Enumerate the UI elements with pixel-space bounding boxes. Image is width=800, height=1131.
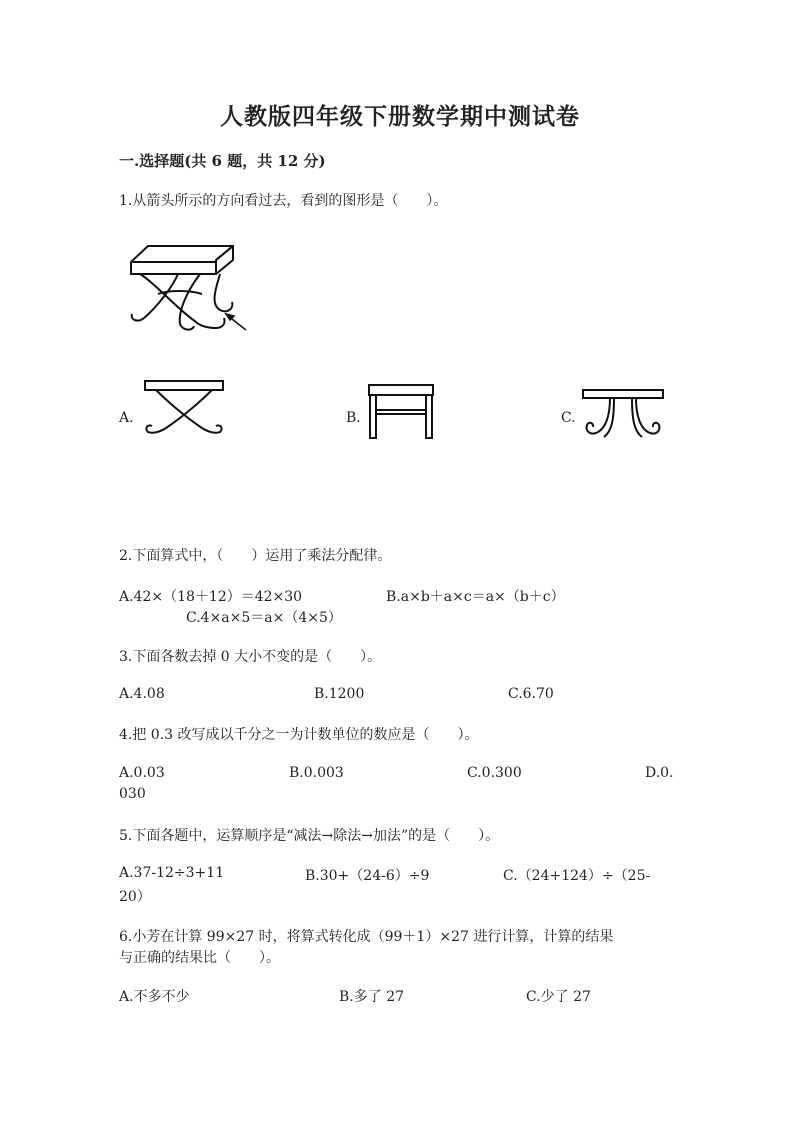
q6-option-b: B.多了 27 bbox=[339, 989, 405, 1005]
q2-option-c: C.4×a×5＝a×（4×5） bbox=[186, 610, 342, 626]
question-3-stem: 3.下面各数去掉 0 大小不变的是（ ）。 bbox=[119, 649, 382, 665]
q1-option-a-label: A. bbox=[119, 410, 134, 426]
q2-option-b: B.a×b＋a×c＝a×（b＋c） bbox=[386, 589, 565, 605]
q5-option-c-continued: 20） bbox=[119, 889, 151, 905]
option-b-rectangle-view bbox=[368, 384, 434, 439]
question-6-stem: 6.小芳在计算 99×27 时，将算式转化成（99＋1）×27 进行计算，计算的结果 bbox=[119, 929, 614, 945]
q5-option-c: C.（24+124）÷（25- bbox=[503, 868, 651, 884]
question-5-stem: 5.下面各题中，运算顺序是“减法→除法→加法”的是（ ）。 bbox=[119, 828, 500, 844]
question-4-stem: 4.把 0.3 改写成以千分之一为计数单位的数应是（ ）。 bbox=[119, 727, 479, 743]
question-1-stem: 1.从箭头所示的方向看过去，看到的图形是（ ）。 bbox=[119, 193, 448, 209]
q4-option-b: B.0.003 bbox=[289, 765, 344, 781]
q3-option-c: C.6.70 bbox=[508, 686, 554, 702]
question-6-stem-continued: 与正确的结果比（ ）。 bbox=[119, 950, 280, 966]
q5-option-b: B.30+（24-6）÷9 bbox=[305, 868, 430, 884]
q3-option-b: B.1200 bbox=[314, 686, 365, 702]
option-a-x-view bbox=[144, 380, 224, 442]
q5-option-a: A.37-12÷3+11 bbox=[119, 865, 225, 881]
question-2-stem: 2.下面算式中，（ ）运用了乘法分配律。 bbox=[119, 548, 392, 564]
q6-option-c: C.少了 27 bbox=[526, 989, 591, 1005]
q1-option-c-label: C. bbox=[561, 410, 576, 426]
q6-option-a: A.不多不少 bbox=[119, 989, 190, 1005]
q4-option-d: D.0. bbox=[645, 765, 674, 781]
q2-option-a: A.42×（18＋12）＝42×30 bbox=[119, 589, 303, 605]
section-heading: 一.选择题(共 6 题，共 12 分) bbox=[119, 152, 326, 170]
stool-figure bbox=[128, 238, 248, 338]
q3-option-a: A.4.08 bbox=[119, 686, 165, 702]
q4-option-a: A.0.03 bbox=[119, 765, 165, 781]
option-c-curved-legs-view bbox=[582, 389, 664, 441]
q4-option-c: C.0.300 bbox=[467, 765, 522, 781]
q1-option-b-label: B. bbox=[346, 410, 361, 426]
q4-option-d-continued: 030 bbox=[119, 786, 146, 802]
page-title: 人教版四年级下册数学期中测试卷 bbox=[220, 103, 580, 130]
